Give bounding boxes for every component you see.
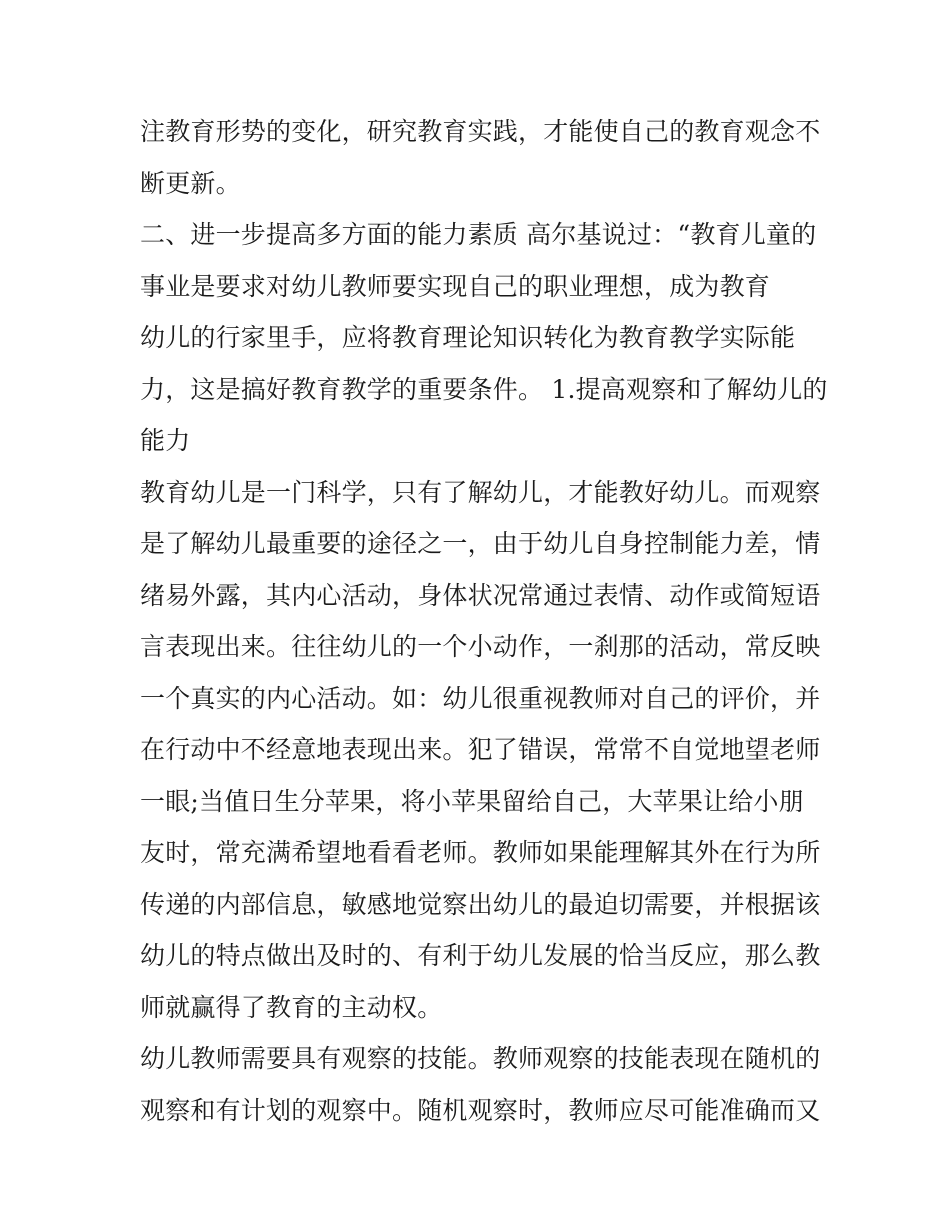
text-line: 断更新。 [140, 168, 241, 198]
text-line: 是了解幼儿最重要的途径之一，由于幼儿自身控制能力差，情 [140, 529, 821, 558]
text-line: 言表现出来。往往幼儿的一个小动作，一刹那的活动，常反映 [140, 632, 821, 661]
text-line: 一眼;当值日生分苹果，将小苹果留给自己，大苹果让给小朋 [140, 786, 804, 816]
text-line: 幼儿的行家里手，应将教育理论知识转化为教育教学实际能 [140, 323, 796, 352]
text-line: 力，这是搞好教育教学的重要条件。 1.提高观察和了解幼儿的 [140, 374, 828, 404]
text-line: 事业是要求对幼儿教师要实现自己的职业理想，成为教育 [140, 271, 771, 301]
text-line: 传递的内部信息，敏感地觉察出幼儿的最迫切需要，并根据该 [140, 889, 821, 919]
text-line: 师就赢得了教育的主动权。 [140, 992, 443, 1022]
text-line: 幼儿的特点做出及时的、有利于幼儿发展的恰当反应，那么教 [140, 941, 821, 970]
text-line: 观察和有计划的观察中。随机观察时，教师应尽可能准确而又 [140, 1095, 821, 1125]
text-line: 在行动中不经意地表现出来。犯了错误，常常不自觉地望老师 [140, 735, 821, 764]
document-body [140, 106, 828, 1136]
text-line: 注教育形势的变化，研究教育实践，才能使自己的教育观念不 [140, 117, 821, 146]
text-line: 二、进一步提高多方面的能力素质 高尔基说过：“教育儿童的 [140, 220, 817, 249]
text-line: 一个真实的内心活动。如：幼儿很重视教师对自己的评价，并 [140, 683, 821, 713]
text-line: 教育幼儿是一门科学，只有了解幼儿，才能教好幼儿。而观察 [140, 477, 821, 507]
text-line: 绪易外露，其内心活动，身体状况常通过表情、动作或简短语 [140, 580, 821, 610]
text-line: 幼儿教师需要具有观察的技能。教师观察的技能表现在随机的 [140, 1044, 821, 1073]
text-line: 友时，常充满希望地看看老师。教师如果能理解其外在行为所 [140, 838, 821, 867]
text-line: 能力 [140, 426, 191, 455]
